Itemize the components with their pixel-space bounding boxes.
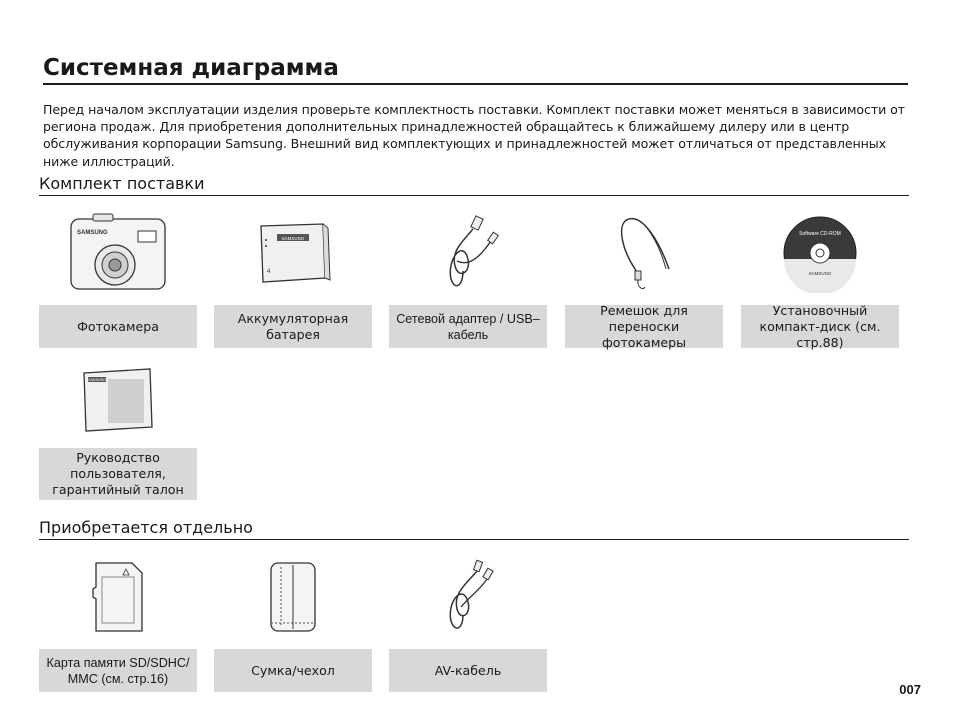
- item-sd-card: [39, 552, 197, 692]
- item-case: [214, 552, 372, 692]
- item-label: Сумка/чехол: [214, 649, 372, 692]
- usb-cable-icon: [389, 208, 547, 298]
- section-heading-included: Комплект поставки: [39, 174, 909, 196]
- strap-icon: [565, 208, 723, 298]
- manual-icon: [39, 358, 197, 441]
- camera-icon: [39, 208, 197, 298]
- item-label: Фотокамера: [39, 305, 197, 348]
- cd-icon: [741, 208, 899, 298]
- item-camera: [39, 208, 197, 348]
- item-label: Аккумуляторная батарея: [214, 305, 372, 348]
- item-label: Установочный компакт-диск (см. стр.88): [741, 305, 899, 348]
- item-manual: [39, 358, 197, 500]
- item-label: Ремешок для переноски фотокамеры: [565, 305, 723, 348]
- camera-brand-text: SAMSUNG: [77, 229, 108, 236]
- item-label: AV-кабель: [389, 649, 547, 692]
- manual-brand-text: SAMSUNG: [88, 377, 106, 382]
- item-av-cable: [389, 552, 547, 692]
- intro-paragraph: Перед началом эксплуатации изделия проверьте комплектность поставки. Комплект поставки может меняться в зависимости от региона продаж. Для приобретения дополнительных принадлежностей обращайтесь к ближайшему дилеру или в центр обслуживания корпорации Samsung. Внешний вид комплектующих и принадлежностей может отличаться от представленных ниже иллюстраций.: [43, 102, 905, 169]
- battery-brand-text: SAMSUNG: [281, 236, 305, 241]
- item-strap: [565, 208, 723, 348]
- case-icon: [214, 552, 372, 642]
- item-label: Сетевой адаптер / USB–кабель: [389, 305, 547, 348]
- item-battery: [214, 208, 372, 348]
- item-cd: [741, 208, 899, 348]
- sd-card-icon: [39, 552, 197, 642]
- cd-brand-text: SAMSUNG: [808, 271, 832, 276]
- item-label: Руководство пользователя, гарантийный талон: [39, 448, 197, 500]
- item-label: Карта памяти SD/SDHC/ MMC (см. стр.16): [39, 649, 197, 692]
- av-cable-icon: [389, 552, 547, 642]
- page-number: 007: [899, 682, 921, 697]
- section-heading-optional: Приобретается отдельно: [39, 518, 909, 540]
- battery-mark-text: 4: [267, 269, 271, 275]
- item-usb-cable: [389, 208, 547, 348]
- cd-label-text: Software CD-ROM: [799, 231, 841, 237]
- battery-icon: [214, 208, 372, 298]
- page-title: Системная диаграмма: [43, 54, 908, 85]
